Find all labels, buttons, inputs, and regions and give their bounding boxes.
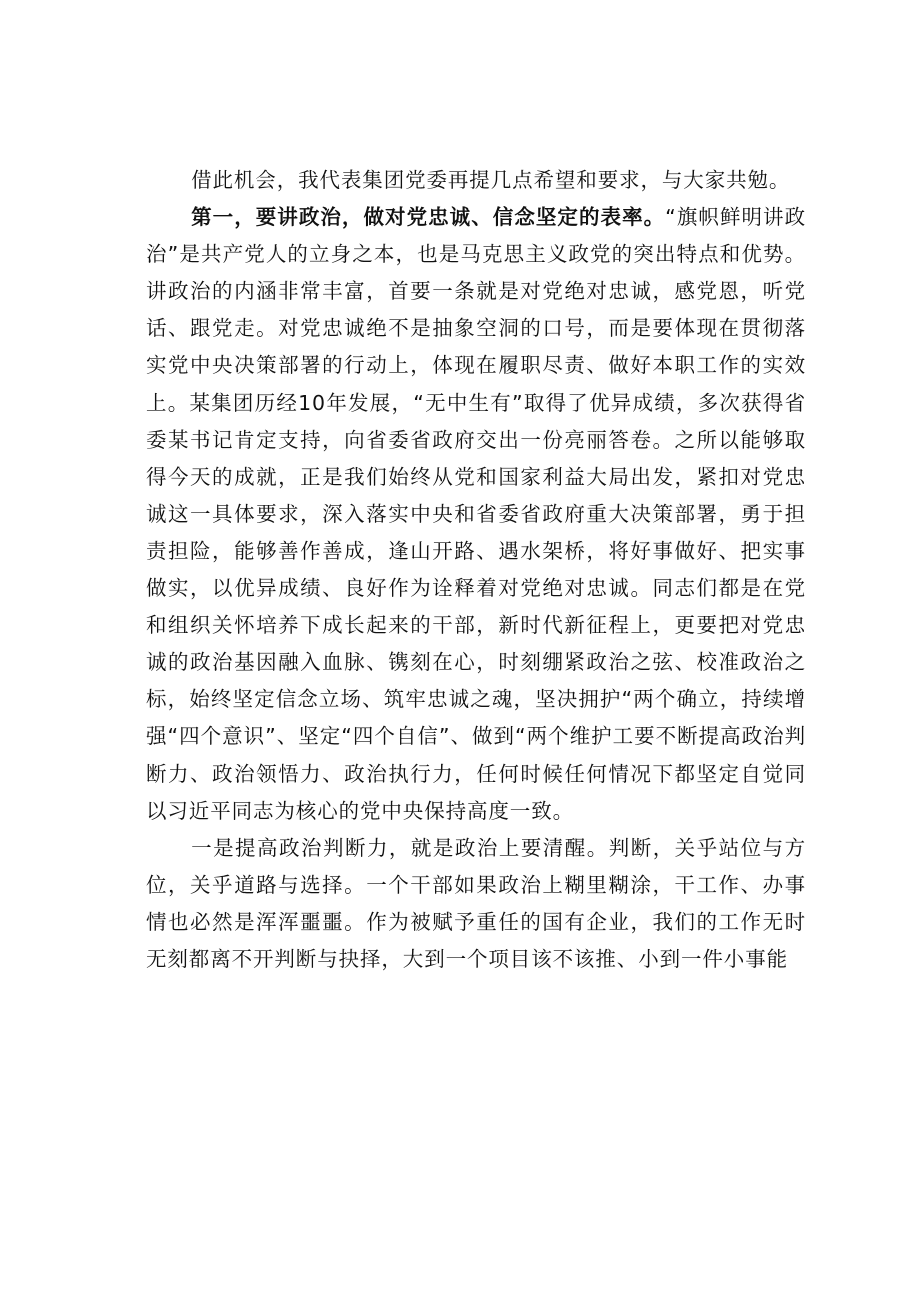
paragraph-1 [146, 162, 806, 199]
paragraph-2-heading: 第一，要讲政治，做对党忠诚、信念坚定的表率。 [191, 205, 666, 230]
paragraph-2 [146, 199, 806, 830]
paragraph-2-text: “旗帜鲜明讲政治”是共产党人的立身之本，也是马克思主义政党的突出特点和优势。讲政治的内涵非常丰富，首要一条就是对党绝对忠诚，感党恩，听党话、跟党走。对党忠诚绝不是抽象空洞的口号，而是要体现在贯彻落实党中央决策部署的行动上，体现在履职尽责、做好本职工作的实效上。某集团历经10年发展，“无中生有”取得了优异成绩，多次获得省委某书记肯定支持，向省委省政府交出一份亮丽答卷。之所以能够取得今天的成就，正是我们始终从党和国家利益大局出发，紧扣对党忠诚这一具体要求，深入落实中央和省委省政府重大决策部署，勇于担责担险，能够善作善成，逢山开路、遇水架桥，将好事做好、把实事做实，以优异成绩、良好作为诠释着对党绝对忠诚。同志们都是在党和组织关怀培养下成长起来的干部，新时代新征程上，更要把对党忠诚的政治基因融入血脉、镌刻在心，时刻绷紧政治之弦、校准政治之标，始终坚定信念立场、筑牢忠诚之魂，坚决拥护“两个确立，持续增强“四个意识”、坚定“四个自信”、做到“两个维护工要不断提高政治判断力、政治领悟力、政治执行力，任何时候任何情况下都坚定自觉同以习近平同志为核心的党中央保持高度一致。 [146, 205, 806, 823]
paragraph-1-text: 借此机会，我代表集团党委再提几点希望和要求，与大家共勉。 [191, 168, 791, 192]
document-body [146, 162, 806, 978]
paragraph-3-text: 一是提高政治判断力，就是政治上要清醒。判断，关乎站位与方位，关乎道路与选择。一个干部如果政治上糊里糊涂，干工作、办事情也必然是浑浑噩噩。作为被赋予重任的国有企业，我们的工作无时无刻都离不开判断与抉择，大到一个项目该不该推、小到一件小事能 [146, 835, 806, 971]
paragraph-3 [146, 830, 806, 978]
